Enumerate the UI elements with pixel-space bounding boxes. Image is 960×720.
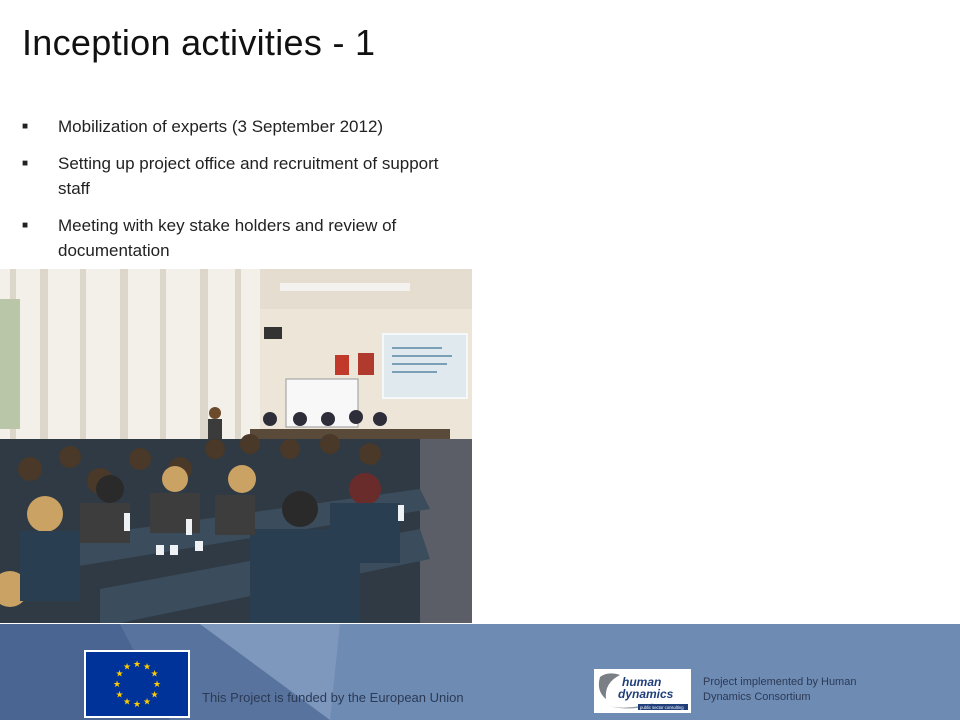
bullet-text: Meeting with key stake holders and review of documentation xyxy=(58,216,397,260)
svg-text:human: human xyxy=(622,675,662,689)
svg-text:★: ★ xyxy=(112,680,122,690)
implementer-statement: Project implemented by Human Dynamics Consortium xyxy=(703,676,857,703)
svg-text:★: ★ xyxy=(115,690,124,701)
svg-text:★: ★ xyxy=(122,697,132,708)
svg-text:★: ★ xyxy=(115,669,124,680)
meeting-photo xyxy=(0,269,472,623)
svg-text:★: ★ xyxy=(142,662,152,673)
eu-flag-icon xyxy=(84,650,190,718)
bullet-marker-icon: ■ xyxy=(22,220,29,231)
svg-text:★: ★ xyxy=(150,690,159,701)
svg-text:★: ★ xyxy=(122,662,132,673)
bullet-text: Setting up project office and recruitment of support staff xyxy=(58,154,439,198)
svg-text:★: ★ xyxy=(150,669,159,680)
svg-text:dynamics: dynamics xyxy=(618,687,674,701)
slide-title: Inception activities - 1 xyxy=(22,22,376,63)
bullet-text: Mobilization of experts (3 September 2012) xyxy=(58,117,384,136)
svg-text:public sector consulting: public sector consulting xyxy=(640,705,684,710)
bullet-item xyxy=(22,114,472,139)
bullet-marker-icon: ■ xyxy=(22,158,29,169)
svg-text:★: ★ xyxy=(132,660,142,670)
bullet-item xyxy=(22,151,472,201)
bullet-marker-icon: ■ xyxy=(22,121,29,132)
bullet-item xyxy=(22,213,472,263)
human-dynamics-logo xyxy=(594,669,691,713)
funding-statement: This Project is funded by the European Union xyxy=(202,690,464,705)
svg-text:★: ★ xyxy=(152,680,162,690)
svg-text:★: ★ xyxy=(132,700,142,710)
svg-text:★: ★ xyxy=(142,697,152,708)
bullet-list xyxy=(22,114,472,275)
